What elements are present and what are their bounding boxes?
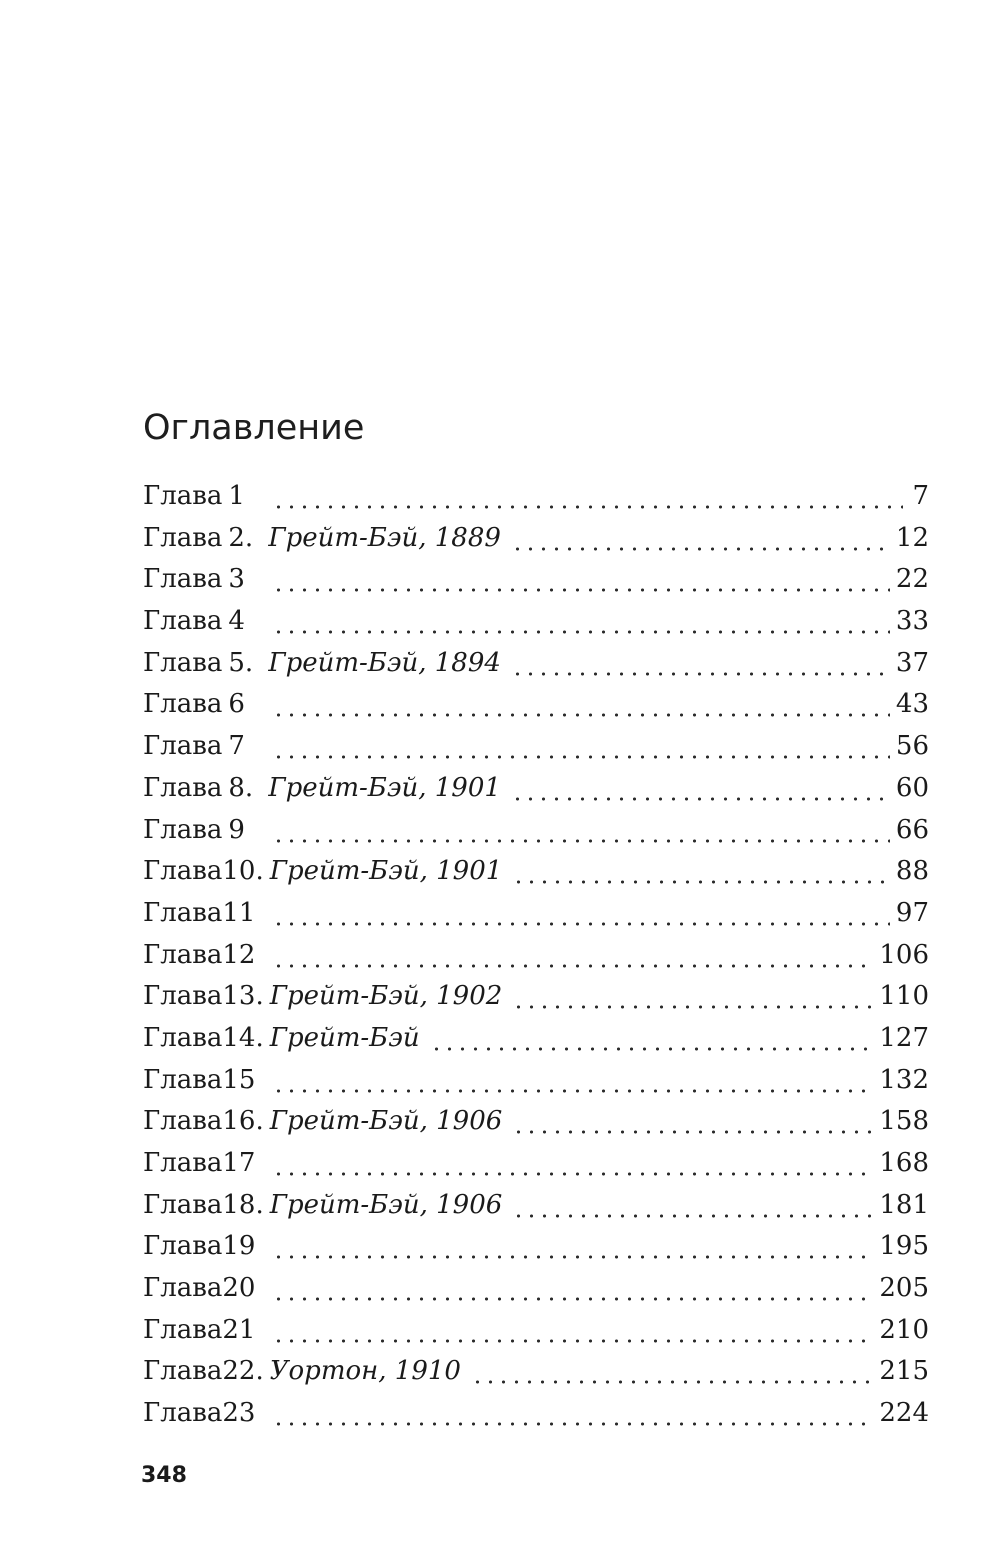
dot-leader bbox=[272, 559, 890, 601]
chapter-word: Глава bbox=[143, 1148, 223, 1178]
dot-leader bbox=[511, 643, 890, 685]
dot-leader bbox=[272, 935, 873, 977]
chapter-subtitle: Грейт-Бэй, 1906 bbox=[269, 1106, 503, 1137]
page-number: 88 bbox=[895, 856, 929, 887]
chapter-subtitle: Грейт-Бэй, 1894 bbox=[268, 647, 501, 678]
chapter-number: 17 bbox=[222, 1148, 256, 1178]
page-number: 12 bbox=[895, 522, 929, 553]
chapter-number: 15 bbox=[222, 1064, 256, 1095]
toc-list bbox=[143, 476, 929, 1435]
chapter-word: Глава bbox=[143, 1398, 223, 1429]
page-number: 195 bbox=[879, 1231, 929, 1262]
toc-entry bbox=[143, 1185, 929, 1227]
chapter-number: 7 bbox=[228, 731, 245, 762]
dot-leader bbox=[511, 518, 890, 560]
chapter-number: 14. bbox=[222, 1022, 264, 1053]
chapter-word: Глава bbox=[143, 897, 223, 928]
chapter-word: Глава bbox=[143, 1231, 223, 1262]
dot-leader bbox=[511, 768, 890, 810]
chapter-word: Глава bbox=[143, 1189, 223, 1220]
dot-leader bbox=[272, 893, 890, 935]
toc-entry bbox=[143, 851, 929, 893]
chapter-word: Глава bbox=[143, 981, 223, 1012]
page-number: 224 bbox=[879, 1398, 929, 1429]
chapter-number: 5. bbox=[228, 647, 254, 678]
dot-leader bbox=[471, 1351, 873, 1393]
page-number: 168 bbox=[879, 1148, 929, 1178]
chapter-word: Глава bbox=[143, 522, 223, 553]
page-number: 181 bbox=[879, 1189, 929, 1220]
dot-leader bbox=[272, 1268, 873, 1310]
toc-entry bbox=[143, 1226, 929, 1268]
chapter-number: 19 bbox=[222, 1231, 256, 1262]
chapter-subtitle: Грейт-Бэй, 1901 bbox=[268, 772, 501, 803]
chapter-subtitle: Грейт-Бэй, 1901 bbox=[269, 856, 503, 887]
toc-entry bbox=[143, 684, 929, 726]
page-number: 110 bbox=[879, 981, 929, 1012]
dot-leader bbox=[272, 810, 890, 852]
chapter-number: 22. bbox=[222, 1356, 264, 1387]
toc-entry bbox=[143, 810, 929, 852]
chapter-number: 16. bbox=[222, 1106, 264, 1137]
chapter-word: Глава bbox=[143, 1064, 223, 1095]
chapter-word: Глава bbox=[143, 731, 223, 762]
toc-entry bbox=[143, 1268, 929, 1310]
page-number: 66 bbox=[895, 814, 929, 845]
toc-entry bbox=[143, 559, 929, 601]
chapter-word: Глава bbox=[143, 481, 223, 511]
chapter-number: 4 bbox=[228, 606, 245, 637]
toc-entry bbox=[143, 643, 929, 685]
page-number: 43 bbox=[895, 689, 929, 720]
dot-leader bbox=[512, 1101, 873, 1143]
dot-leader bbox=[272, 1310, 873, 1352]
toc-entry bbox=[143, 1143, 929, 1185]
page-number: 56 bbox=[895, 731, 929, 762]
toc-entry bbox=[143, 1018, 929, 1060]
dot-leader bbox=[272, 684, 890, 726]
chapter-number: 11 bbox=[222, 897, 256, 928]
toc-entry bbox=[143, 893, 929, 935]
dot-leader bbox=[430, 1018, 874, 1060]
chapter-word: Глава bbox=[143, 606, 223, 637]
chapter-subtitle: Грейт-Бэй, 1889 bbox=[268, 522, 501, 553]
page-number: 205 bbox=[879, 1273, 929, 1304]
toc-entry bbox=[143, 1060, 929, 1102]
toc-entry bbox=[143, 1351, 929, 1393]
toc-entry bbox=[143, 768, 929, 810]
chapter-number: 21 bbox=[222, 1314, 256, 1345]
chapter-number: 18. bbox=[222, 1189, 264, 1220]
dot-leader bbox=[512, 976, 873, 1018]
dot-leader bbox=[272, 1060, 873, 1102]
toc-entry bbox=[143, 1310, 929, 1352]
chapter-word: Глава bbox=[143, 1273, 223, 1304]
chapter-number: 9 bbox=[228, 814, 245, 845]
dot-leader bbox=[272, 1393, 873, 1435]
toc-entry bbox=[143, 518, 929, 560]
chapter-word: Глава bbox=[143, 1022, 223, 1053]
page-number: 60 bbox=[895, 772, 929, 803]
page-number: 97 bbox=[895, 897, 929, 928]
toc-entry bbox=[143, 476, 929, 518]
dot-leader bbox=[272, 1143, 873, 1185]
chapter-subtitle: Грейт-Бэй, 1902 bbox=[269, 981, 503, 1012]
chapter-number: 2. bbox=[228, 522, 254, 553]
dot-leader bbox=[272, 476, 903, 518]
toc-heading: Оглавление bbox=[143, 408, 365, 448]
dot-leader bbox=[272, 601, 890, 643]
chapter-number: 3 bbox=[228, 564, 245, 595]
chapter-number: 13. bbox=[222, 981, 264, 1012]
dot-leader bbox=[512, 1185, 873, 1227]
toc-entry bbox=[143, 1101, 929, 1143]
dot-leader bbox=[512, 851, 890, 893]
chapter-word: Глава bbox=[143, 772, 223, 803]
page-number: 37 bbox=[895, 647, 929, 678]
chapter-number: 6 bbox=[228, 689, 245, 720]
chapter-number: 23 bbox=[222, 1398, 256, 1429]
page-number: 127 bbox=[879, 1022, 929, 1053]
chapter-subtitle: Грейт-Бэй bbox=[269, 1022, 420, 1053]
chapter-word: Глава bbox=[143, 564, 223, 595]
chapter-number: 20 bbox=[222, 1273, 256, 1304]
chapter-word: Глава bbox=[143, 1356, 223, 1387]
chapter-subtitle: Грейт-Бэй, 1906 bbox=[269, 1189, 503, 1220]
dot-leader bbox=[272, 726, 890, 768]
chapter-word: Глава bbox=[143, 647, 223, 678]
chapter-number: 10. bbox=[222, 856, 264, 887]
chapter-word: Глава bbox=[143, 1314, 223, 1345]
chapter-word: Глава bbox=[143, 856, 223, 887]
page-number: 106 bbox=[879, 939, 929, 970]
page-folio: 348 bbox=[141, 1463, 187, 1488]
toc-entry bbox=[143, 935, 929, 977]
page-number: 158 bbox=[879, 1106, 929, 1137]
page-number: 22 bbox=[895, 564, 929, 595]
toc-entry bbox=[143, 1393, 929, 1435]
page-number: 7 bbox=[912, 481, 929, 511]
dot-leader bbox=[272, 1226, 873, 1268]
chapter-word: Глава bbox=[143, 939, 223, 970]
chapter-number: 12 bbox=[222, 939, 256, 970]
toc-entry bbox=[143, 976, 929, 1018]
chapter-number: 1 bbox=[228, 481, 245, 511]
chapter-word: Глава bbox=[143, 1106, 223, 1137]
page-number: 210 bbox=[879, 1314, 929, 1345]
chapter-word: Глава bbox=[143, 814, 223, 845]
page-number: 215 bbox=[879, 1356, 929, 1387]
toc-entry bbox=[143, 601, 929, 643]
page-number: 33 bbox=[895, 606, 929, 637]
chapter-word: Глава bbox=[143, 689, 223, 720]
page-number: 132 bbox=[879, 1064, 929, 1095]
chapter-subtitle: Уортон, 1910 bbox=[269, 1356, 461, 1387]
toc-entry bbox=[143, 726, 929, 768]
chapter-number: 8. bbox=[228, 772, 254, 803]
